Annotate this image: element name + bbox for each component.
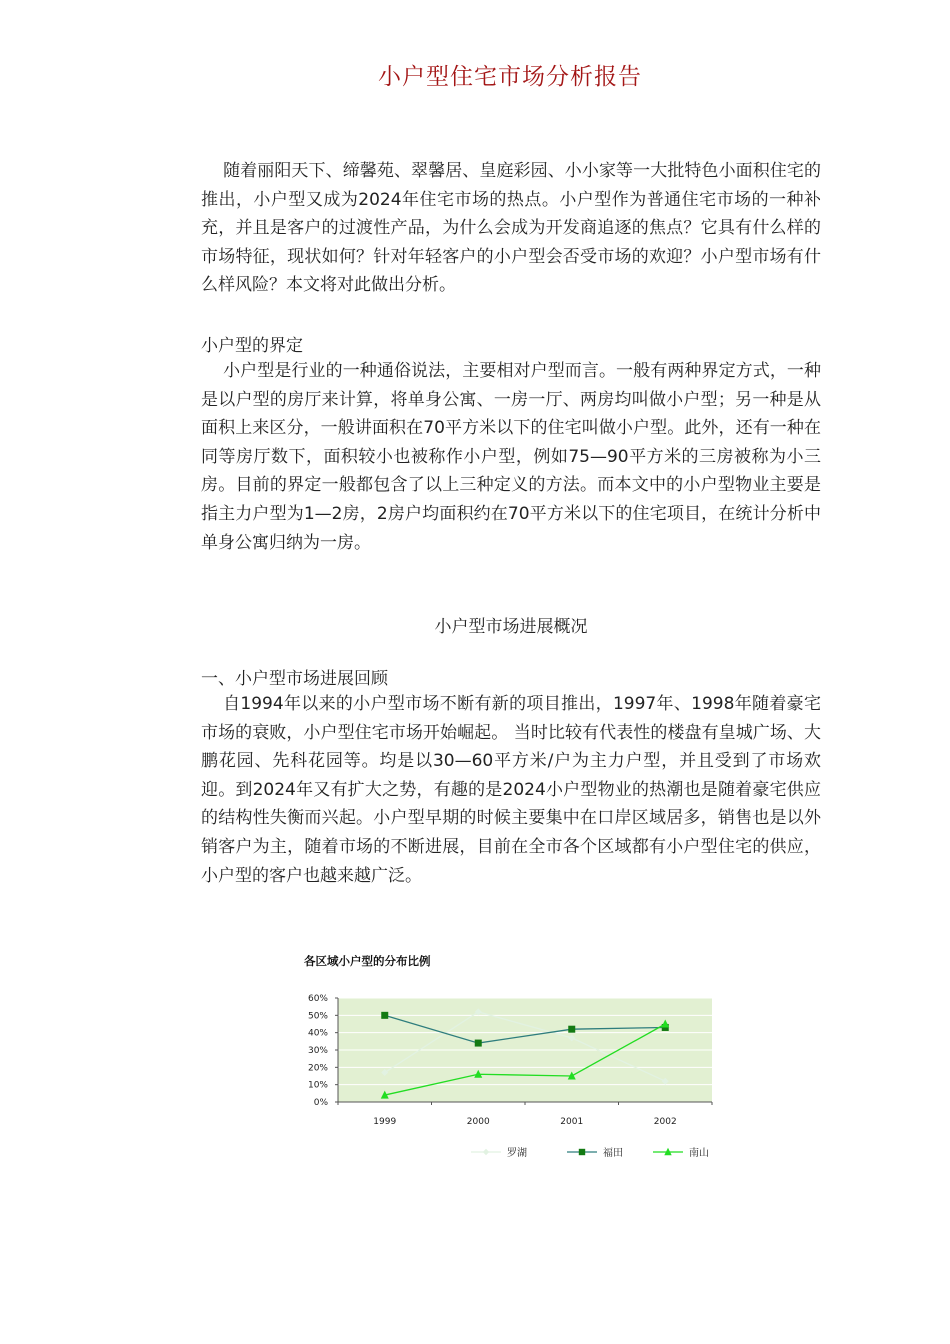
data-point: [475, 1040, 482, 1047]
x-tick-label: 2000: [466, 1117, 490, 1127]
legend-item: [471, 1146, 527, 1159]
legend-item: [567, 1146, 623, 1159]
x-tick-label: 2001: [560, 1117, 584, 1127]
y-tick-label: 0%: [313, 1098, 328, 1108]
chart-title: 各区域小户型的分布比例: [304, 954, 431, 968]
legend-label: 福田: [603, 1148, 623, 1159]
review-paragraph: 自1994年以来的小户型市场不断有新的项目推出，1997年、1998年随着豪宅市场的衰败，小户型住宅市场开始崛起。 当时比较有代表性的楼盘有皇城广场、大鹏花园、先科花园等。均是以30—60平方米/户为主力户型，并且受到了市场欢迎。到2024年又有扩大之势，有趣的是2024小户型物业的热潮也是随着豪宅供应的结构性失衡而兴起。小户型早期的时候主要集中在口岸区域居多，销售也是以外销客户为主，随着市场的不断进展，目前在全市各个区域都有小户型住宅的供应，小户型的客户也越来越广泛。: [201, 694, 821, 886]
data-point: [568, 1026, 575, 1033]
x-tick-label: 2002: [653, 1117, 677, 1127]
document-title: 小户型住宅市场分析报告: [378, 64, 642, 90]
y-tick-label: 50%: [307, 1011, 328, 1022]
legend-marker: [579, 1149, 585, 1155]
definition-heading: 小户型的界定: [201, 336, 303, 356]
y-tick-label: 30%: [307, 1046, 328, 1056]
legend-label: 南山: [689, 1148, 709, 1159]
data-point: [381, 1012, 388, 1019]
y-tick-label: 40%: [307, 1028, 328, 1039]
y-tick-label: 10%: [307, 1080, 328, 1091]
legend-item: [653, 1146, 709, 1159]
distribution-chart: [296, 948, 726, 1163]
y-tick-label: 60%: [307, 994, 328, 1004]
legend-label: 罗湖: [507, 1148, 527, 1159]
intro-paragraph: 随着丽阳天下、缔馨苑、翠馨居、皇庭彩园、小小家等一大批特色小面积住宅的推出，小户型又成为2024年住宅市场的热点。小户型作为普通住宅市场的一种补充，并且是客户的过渡性产品，为什么会成为开发商追逐的焦点？它具有什么样的市场特征，现状如何？针对年轻客户的小户型会否受市场的欢迎？小户型市场有什么样风险？本文将对此做出分析。: [201, 161, 821, 296]
subsection-title: 一、小户型市场进展回顾: [201, 669, 388, 689]
section-title: 小户型市场进展概况: [434, 617, 588, 637]
x-tick-label: 1999: [373, 1117, 397, 1127]
y-tick-label: 20%: [307, 1063, 328, 1074]
definition-paragraph: 小户型是行业的一种通俗说法，主要相对户型而言。一般有两种界定方式，一种是以户型的房厅来计算，将单身公寓、一房一厅、两房均叫做小户型；另一种是从面积上来区分，一般讲面积在70平方米以下的住宅叫做小户型。此外，还有一种在同等房厅数下，面积较小也被称作小户型，例如75—90平方米的三房被称为小三房。目前的界定一般都包含了以上三种定义的方法。而本文中的小户型物业主要是指主力户型为1—2房，2房户均面积约在70平方米以下的住宅项目，在统计分析中单身公寓归纳为一房。: [201, 361, 821, 553]
legend-marker: [483, 1149, 489, 1155]
